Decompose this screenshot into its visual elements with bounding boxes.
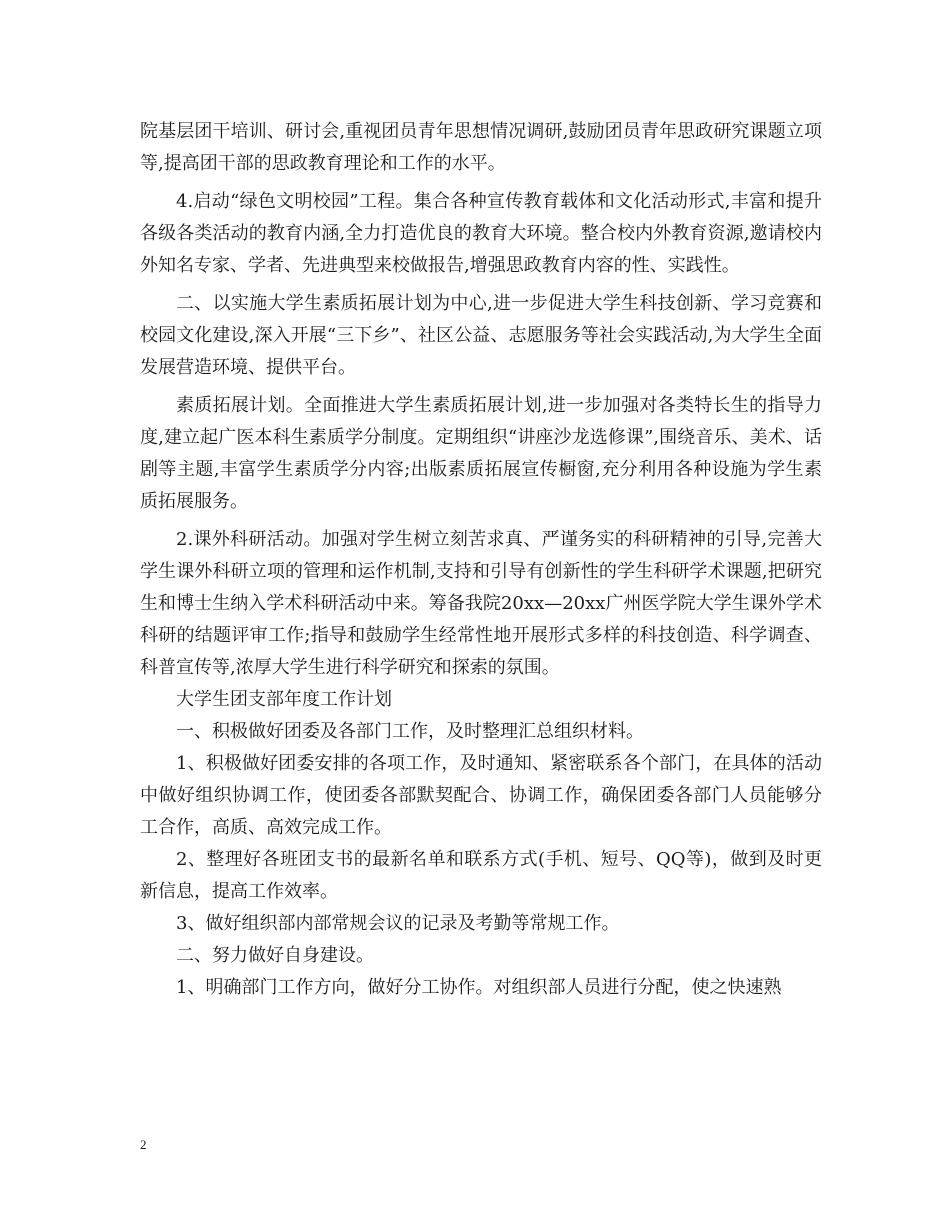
paragraph-continuation: 院基层团干培训、研讨会,重视团员青年思想情况调研,鼓励团员青年思政研究课题立项等,提高团干部的思政教育理论和工作的水平。 xyxy=(140,121,822,174)
paragraph-item-two: 2、整理好各班团支书的最新名单和联系方式(手机、短号、QQ等)，做到及时更新信息，提高工作效率。 xyxy=(140,849,822,902)
paragraph-item-one: 1、积极做好团委安排的各项工作，及时通知、紧密联系各个部门，在具体的活动中做好组织协调工作，使团委各部默契配合、协调工作，确保团委各部门人员能够分工合作，高质、高效完成工作。 xyxy=(140,753,822,838)
paragraph-green-campus: 4.启动“绿色文明校园”工程。集合各种宣传教育载体和文化活动形式,丰富和提升各级各类活动的教育内涵,全力打造优良的教育大环境。整合校内外教育资源,邀请校内外知名专家、学者、先进典型来校做报告,增强思政教育内容的性、实践性。 xyxy=(140,191,822,276)
paragraph-section-two: 二、以实施大学生素质拓展计划为中心,进一步促进大学生科技创新、学习竞赛和校园文化建设,深入开展“三下乡”、社区公益、志愿服务等社会实践活动,为大学生全面发展营造环境、提供平台。 xyxy=(140,293,822,378)
page-number: 2 xyxy=(140,1137,147,1152)
paragraph-item-four: 1、明确部门工作方向，做好分工协作。对组织部人员进行分配，使之快速熟 xyxy=(176,977,782,998)
section-title: 大学生团支部年度工作计划 xyxy=(176,689,392,710)
paragraph-research: 2.课外科研活动。加强对学生树立刻苦求真、严谨务实的科研精神的引导,完善大学生课外科研立项的管理和运作机制,支持和引导有创新性的学生科研学术课题,把研究生和博士生纳入学术科研活动中来。筹备我院20xx—20xx广州医学院大学生课外学术科研的结题评审工作;指导和鼓励学生经常性地开展形式多样的科技创造、科学调查、科普宣传等,浓厚大学生进行科学研究和探索的氛围。 xyxy=(140,529,822,678)
paragraph-heading-two: 二、努力做好自身建设。 xyxy=(176,945,374,966)
paragraph-item-three: 3、做好组织部内部常规会议的记录及考勤等常规工作。 xyxy=(176,913,620,934)
paragraph-heading-one: 一、积极做好团委及各部门工作，及时整理汇总组织材料。 xyxy=(176,721,644,742)
paragraph-quality-plan: 素质拓展计划。全面推进大学生素质拓展计划,进一步加强对各类特长生的指导力度,建立起广医本科生素质学分制度。定期组织“讲座沙龙选修课”,围绕音乐、美术、话剧等主题,丰富学生素质学分内容;出版素质拓展宣传橱窗,充分利用各种设施为学生素质拓展服务。 xyxy=(140,395,822,512)
document-body xyxy=(140,116,822,1004)
